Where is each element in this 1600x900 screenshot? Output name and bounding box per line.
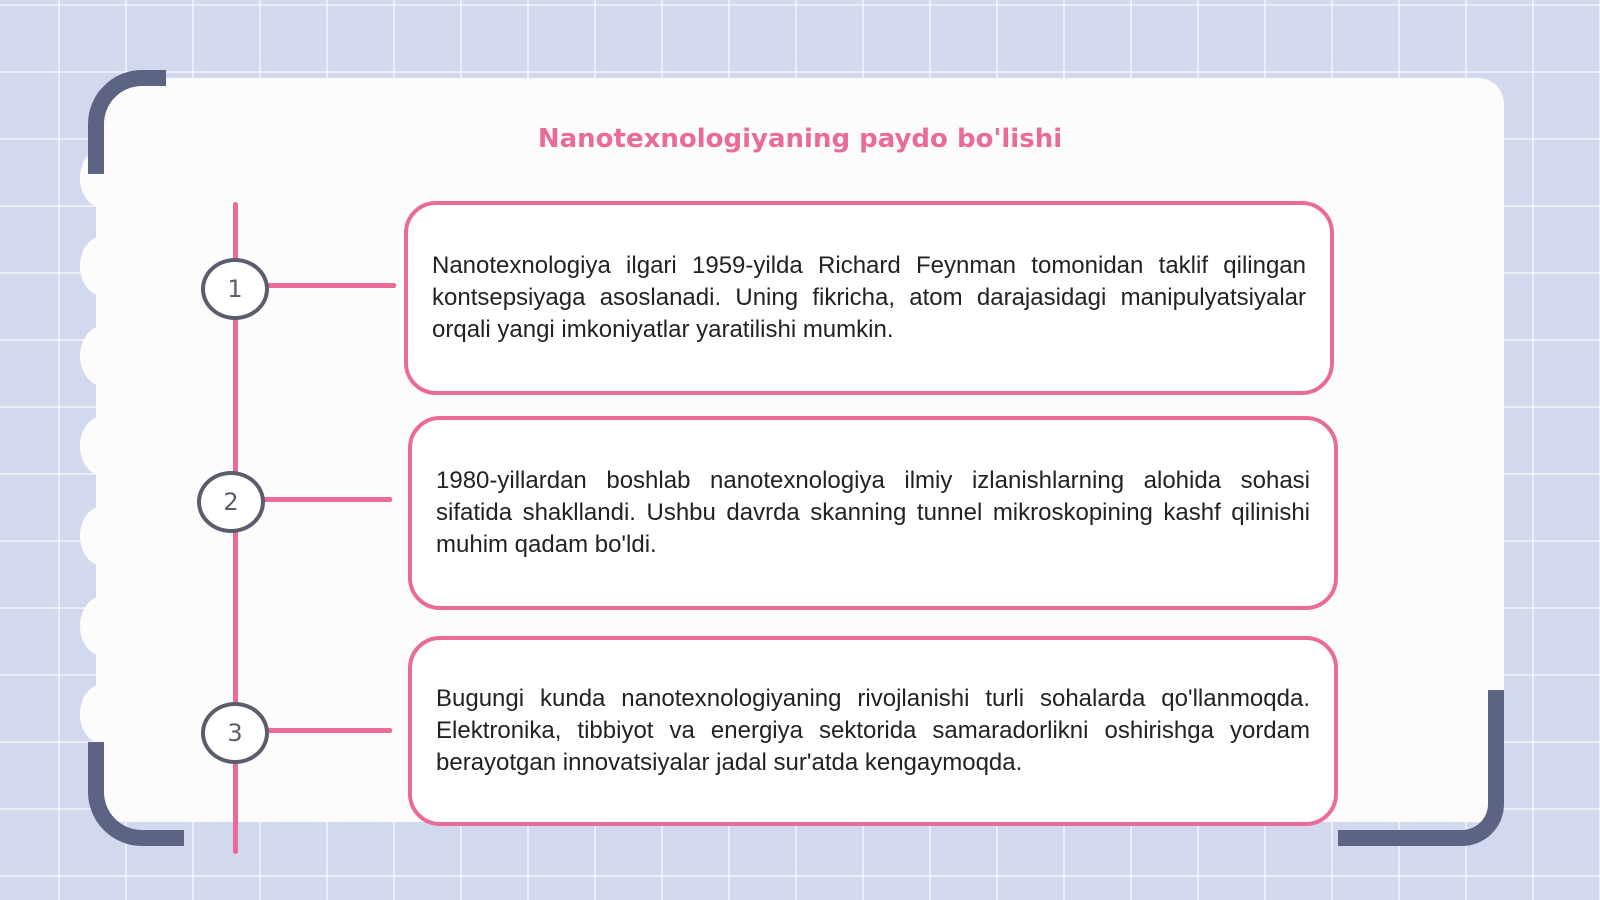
timeline-node-2	[197, 471, 265, 533]
paper-scallop	[80, 596, 126, 656]
timeline-card-1	[404, 201, 1334, 395]
corner-bracket-bottom-right	[1338, 690, 1504, 846]
paper-scallop	[80, 684, 126, 744]
timeline-node-number: 2	[223, 488, 239, 516]
timeline-card-text: 1980-yillardan boshlab nanotexnologiya ilmiy izlanishlarning alohida sohasi sifatida shakllandi. Ushbu davrda skanning tunnel mikroskopining kashf qilinishi muhim qadam bo'ldi.	[436, 467, 1310, 558]
paper-scallop	[80, 236, 126, 296]
timeline-node-1	[201, 258, 269, 320]
paper-scallop	[80, 326, 126, 386]
timeline-card-text: Bugungi kunda nanotexnologiyaning rivojlanishi turli sohalarda qo'llanmoqda. Elektronika, tibbiyot va energiya sektorida samaradorlikni oshirishga yordam berayotgan innovatsiyalar jadal sur'atda kengaymoqda.	[436, 685, 1310, 776]
timeline-card-3	[408, 636, 1338, 826]
slide-title: Nanotexnologiyaning paydo bo'lishi	[537, 124, 1063, 154]
timeline-card-text: Nanotexnologiya ilgari 1959-yilda Richard Feynman tomonidan taklif qilingan kontsepsiyaga asoslanadi. Uning fikricha, atom darajasidagi manipulyatsiyalar orqali yangi imkoniyatlar yaratilishi mumkin.	[432, 252, 1306, 343]
timeline-card-2	[408, 416, 1338, 610]
timeline-connector	[266, 728, 392, 733]
corner-bracket-bottom-left	[88, 742, 184, 846]
paper-scallop	[80, 416, 126, 476]
timeline-node-number: 3	[227, 719, 243, 747]
timeline-connector	[262, 497, 392, 502]
timeline-node-number: 1	[227, 275, 243, 303]
corner-bracket-top-left	[88, 70, 166, 174]
timeline-connector	[266, 283, 396, 288]
timeline-node-3	[201, 702, 269, 764]
paper-scallop	[80, 506, 126, 566]
